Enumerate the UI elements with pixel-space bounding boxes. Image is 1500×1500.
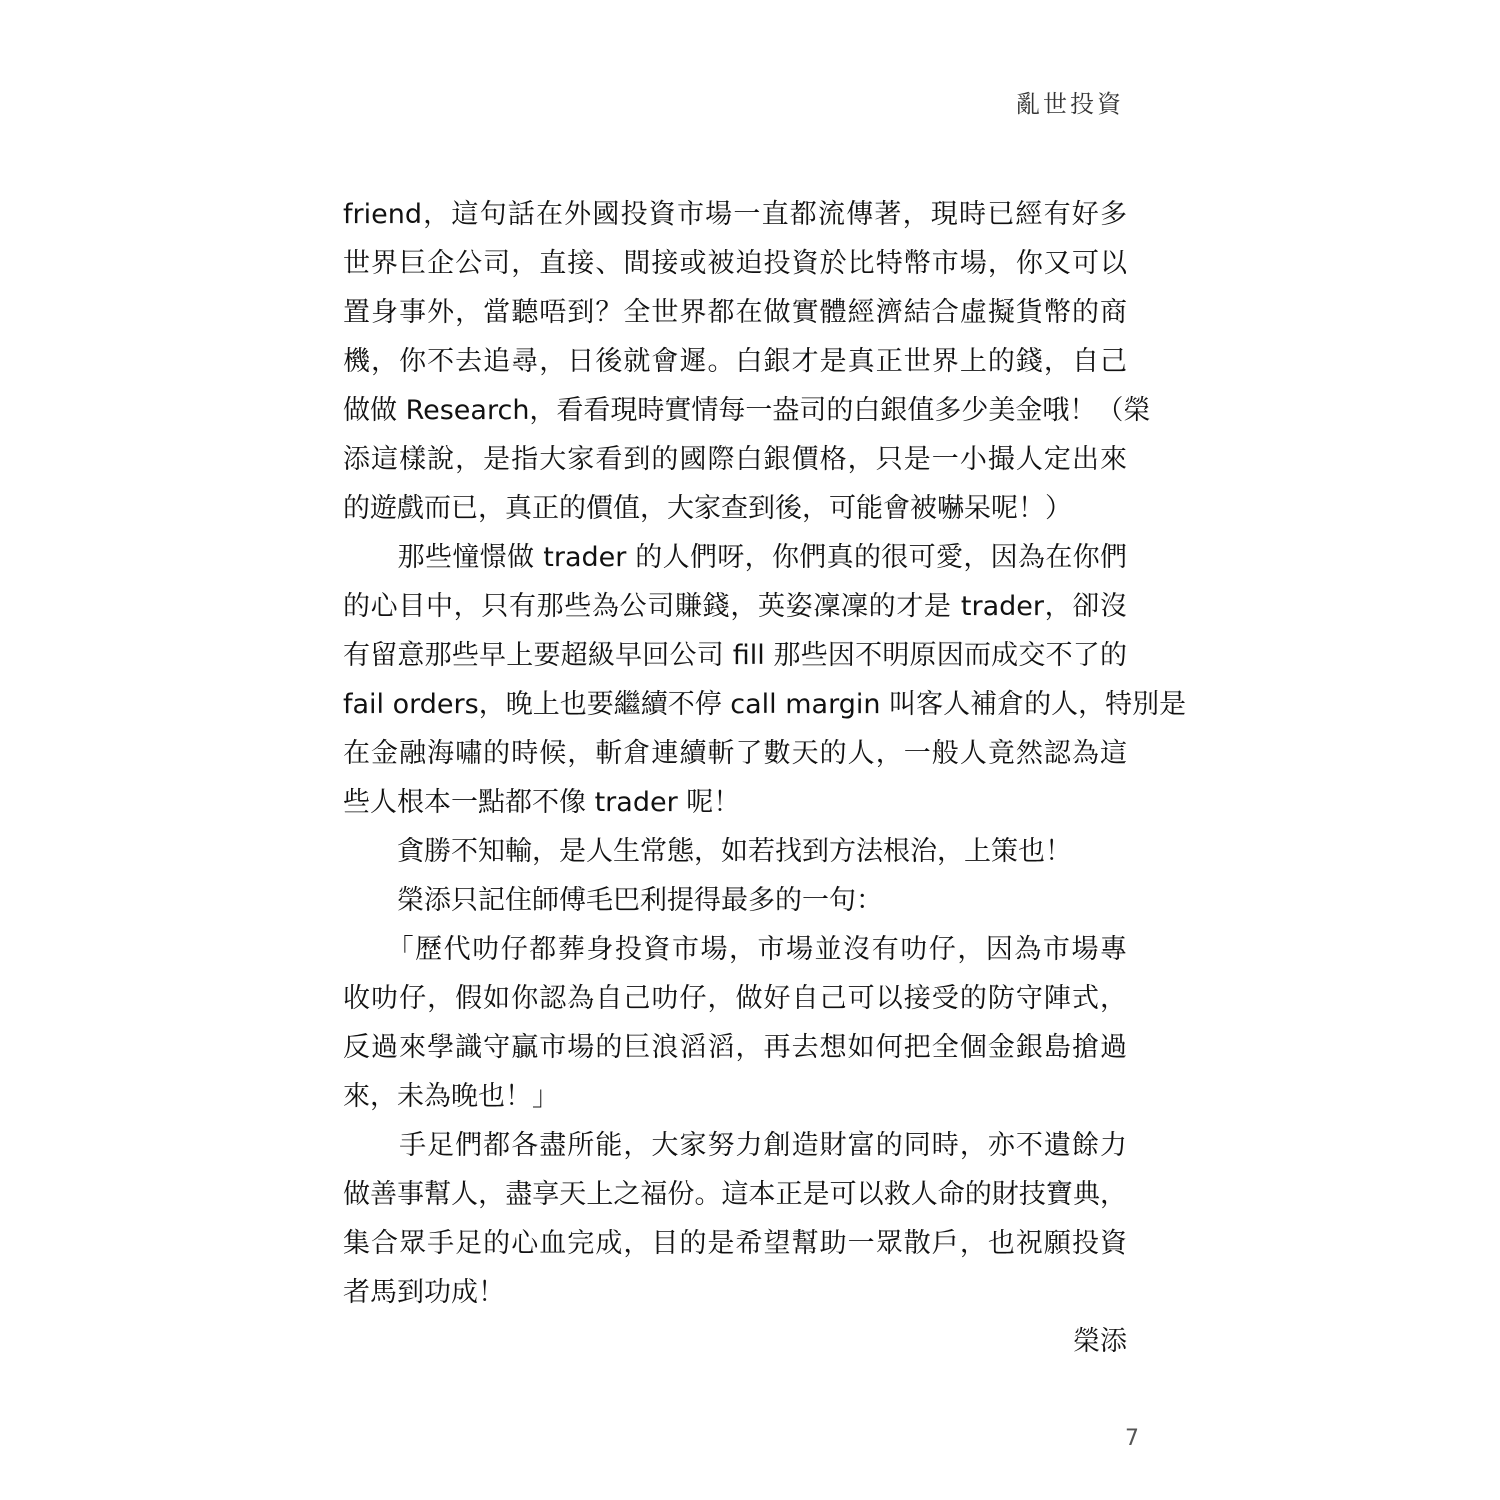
text-line: 有留意那些早上要超級早回公司 fill 那些因不明原因而成交不了的 <box>343 640 1127 671</box>
text-line: 做做 Research，看看現時實情每一盎司的白銀值多少美金哦！（榮 <box>343 395 1151 426</box>
text-line: fail orders，晚上也要繼續不停 call margin 叫客人補倉的人，特別是 <box>343 689 1187 720</box>
text-line: 置身事外，當聽唔到？全世界都在做實體經濟結合虛擬貨幣的商 <box>343 297 1127 328</box>
text-line: 在金融海嘯的時候，斬倉連續斬了數天的人，一般人竟然認為這 <box>343 738 1127 769</box>
text-line: 集合眾手足的心血完成，目的是希望幫助一眾散戶，也祝願投資 <box>343 1228 1127 1259</box>
text-line: 貪勝不知輸，是人生常態，如若找到方法根治，上策也！ <box>343 836 1072 867</box>
text-line: 世界巨企公司，直接、間接或被迫投資於比特幣市場，你又可以 <box>343 248 1127 279</box>
text-line: 的遊戲而已，真正的價值，大家查到後，可能會被嚇呆呢！） <box>343 493 1072 524</box>
text-line: 手足們都各盡所能，大家努力創造財富的同時，亦不遺餘力 <box>343 1130 1127 1161</box>
text-line: 來，未為晚也！」 <box>343 1081 559 1112</box>
page-number: 7 <box>1125 1426 1139 1451</box>
text-line: 收叻仔，假如你認為自己叻仔，做好自己可以接受的防守陣式， <box>343 983 1127 1014</box>
text-line: 添這樣說，是指大家看到的國際白銀價格，只是一小撮人定出來 <box>343 444 1127 475</box>
text-line: 者馬到功成！ <box>343 1277 505 1308</box>
text-line: 機，你不去追尋，日後就會遲。白銀才是真正世界上的錢，自己 <box>343 346 1127 377</box>
text-line: 那些憧憬做 trader 的人們呀，你們真的很可愛，因為在你們 <box>343 542 1127 573</box>
text-line: 些人根本一點都不像 trader 呢！ <box>343 787 741 818</box>
text-line: 反過來學識守贏市場的巨浪滔滔，再去想如何把全個金銀島搶過 <box>343 1032 1127 1063</box>
text-line: friend，這句話在外國投資市場一直都流傳著，現時已經有好多 <box>343 199 1127 230</box>
running-header-title: 亂世投資 <box>1016 90 1124 118</box>
text-line: 「歷代叻仔都葬身投資市場，市場並沒有叻仔，因為市場專 <box>343 934 1127 965</box>
text-line: 榮添只記住師傅毛巴利提得最多的一句： <box>343 885 883 916</box>
text-line: 做善事幫人，盡享天上之福份。這本正是可以救人命的財技寶典， <box>343 1179 1127 1210</box>
text-line: 的心目中，只有那些為公司賺錢，英姿凜凜的才是 trader，卻沒 <box>343 591 1127 622</box>
author-signature: 榮添 <box>1073 1326 1127 1357</box>
body-text <box>343 190 1187 1366</box>
